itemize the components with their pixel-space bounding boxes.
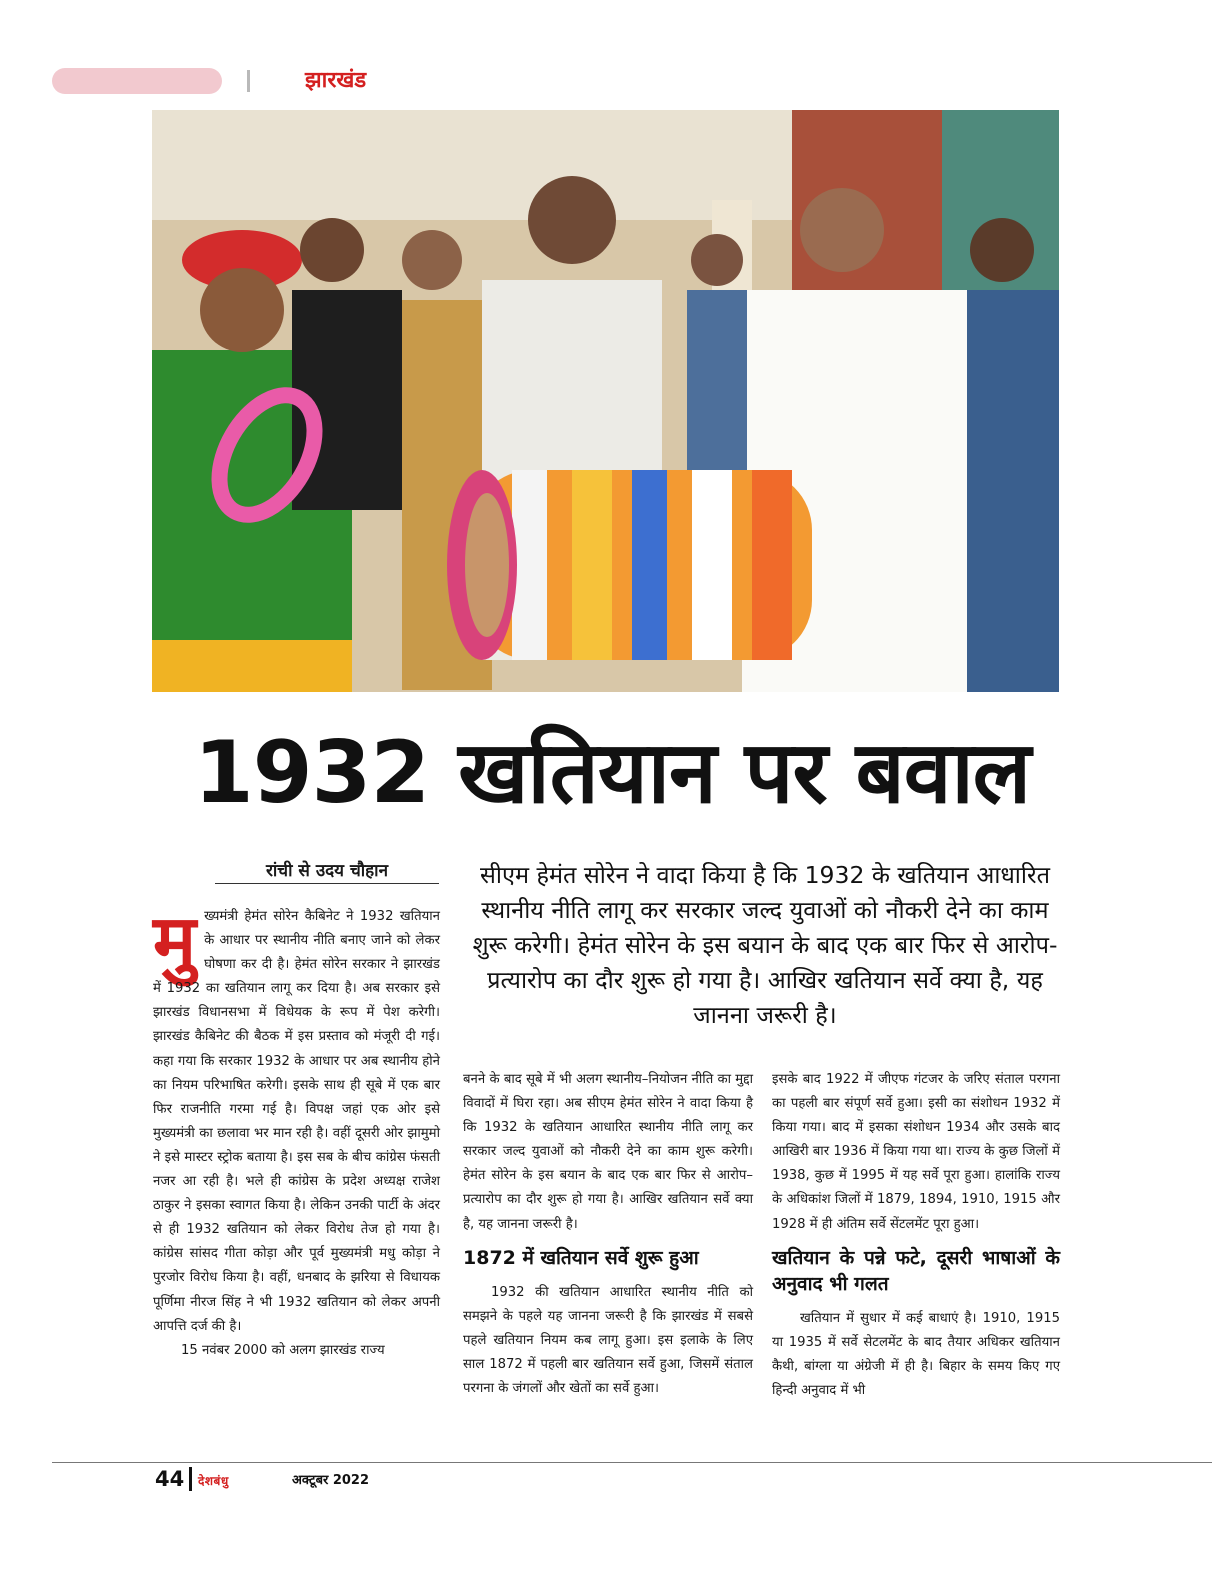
byline: रांची से उदय चौहान (265, 861, 389, 881)
drop-cap: मु (153, 899, 197, 983)
subhead-1872-survey: 1872 में खतियान सर्वे शुरू हुआ (463, 1246, 699, 1269)
col2-paragraph-2: 1932 की खतियान आधारित स्थानीय नीति को समझने के पहले यह जानना जरूरी है कि झारखंड में सबसे पहले खतियान नियम कब लागू हुआ। इस इलाके के लिए साल 1872 में पहली बार खतियान सर्वे हुआ, जिसमें संताल परगना के जंगलों और खेतों का सर्वे हुआ। (463, 1284, 753, 1397)
byline-rule (215, 883, 439, 884)
lead-photo (152, 110, 1059, 692)
col1-paragraph-1: ख्यमंत्री हेमंत सोरेन कैबिनेट ने 1932 खतियान के आधार पर स्थानीय नीति बनाए जाने को लेकर घोषणा कर दी है। हेमंत सोरेन सरकार ने झारखंड में 1932 का खतियान लागू कर दिया है। अब सरकार इसे झारखंड विधानसभा में विधेयक के रूप में पेश करेगी। झारखंड कैबिनेट की बैठक में इस प्रस्ताव को मंजूरी दी गई। कहा गया कि सरकार 1932 के आधार पर अब स्थानीय होने का नियम परिभाषित करेगी। इसके साथ ही सूबे में एक बार फिर राजनीति गरमा गई है। विपक्ष जहां एक ओर इसे मुख्यमंत्री का छलावा भर मान रही है। वहीं दूसरी ओर झामुमो ने इसे मास्टर स्ट्रोक बताया है। इस सब के बीच कांग्रेस फंसती नजर आ रही है। भले ही कांग्रेस के प्रदेश अध्यक्ष राजेश ठाकुर ने इसका स्वागत किया है। लेकिन उनकी पार्टी के अंदर से ही 1932 खतियान को लेकर विरोध तेज हो गया है। कांग्रेस सांसद गीता कोड़ा और पूर्व मुख्यमंत्री मधु कोड़ा ने पुरजोर विरोध किया है। वहीं, धनबाद के झरिया से विधायक पूर्णिमा नीरज सिंह ने भी 1932 खतियान को लेकर अपनी आपत्ति दर्ज की है। (153, 909, 440, 1334)
footer-divider (189, 1467, 192, 1491)
section-pill (52, 68, 222, 94)
footer-rule (52, 1462, 1212, 1463)
headline: 1932 खतियान पर बवाल (193, 723, 1031, 823)
drum-icon (447, 470, 812, 660)
col3-paragraph-1: इसके बाद 1922 में जीएफ गंटजर के जरिए संताल परगना का पहली बार संपूर्ण सर्वे हुआ। इसी का संशोधन 1932 में किया गया। बाद में इसका संशोधन 1934 और उसके बाद आखिरी बार 1936 में किया गया था। राज्य के कुछ जिलों में 1938, कुछ में 1995 में यह सर्वे पूरा हुआ। हालांकि राज्य के अधिकांश जिलों में 1879, 1894, 1910, 1915 और 1928 में ही अंतिम सर्वे सेंटलमेंट पूरा हुआ। (772, 1072, 1060, 1232)
col1-paragraph-2: 15 नवंबर 2000 को अलग झारखंड राज्य (181, 1342, 385, 1358)
page-number: 44 (155, 1467, 185, 1491)
masthead-logo: देशबंधु (198, 1474, 229, 1488)
col2-paragraph-1: बनने के बाद सूबे में भी अलग स्थानीय–नियोजन नीति का मुद्दा विवादों में घिरा रहा। अब सीएम हेमंत सोरेन ने वादा किया है कि 1932 के खतियान आधारित स्थानीय नीति लागू कर सरकार जल्द युवाओं को नौकरी देने का काम शुरू करेगी। हेमंत सोरेन के इस बयान के बाद एक बार फिर से आरोप–प्रत्यारोप का दौर शुरू हो गया है। आखिर खतियान सर्वे क्या है, यह जानना जरूरी है। (463, 1072, 753, 1232)
pull-quote: सीएम हेमंत सोरेन ने वादा किया है कि 1932 के खतियान आधारित स्थानीय नीति लागू कर सरकार जल्द युवाओं को नौकरी देने का काम शुरू करेगी। हेमंत सोरेन के इस बयान के बाद एक बार फिर से आरोप-प्रत्यारोप का दौर शुरू हो गया है। आखिर खतियान सर्वे क्या है, यह जानना जरूरी है। (472, 861, 1058, 1029)
col3-paragraph-2: खतियान में सुधार में कई बाधाएं है। 1910, 1915 या 1935 में सर्वे सेटलमेंट के बाद तैयार अधिकर खतियान कैथी, बांग्ला या अंग्रेजी में ही है। बिहार के समय किए गए हिन्दी अनुवाद में भी (772, 1310, 1060, 1398)
subhead-torn-pages: खतियान के पन्ने फटे, दूसरी भाषाओं के अनुवाद भी गलत (772, 1246, 1060, 1295)
issue-date: अक्टूबर 2022 (292, 1473, 370, 1488)
article-column-2 (463, 1068, 753, 1401)
article-column-3 (772, 1068, 1060, 1403)
photo-illustration (152, 110, 1059, 692)
article-column-1 (153, 899, 440, 1363)
section-label: झारखंड (305, 68, 367, 93)
header-divider (247, 70, 250, 92)
